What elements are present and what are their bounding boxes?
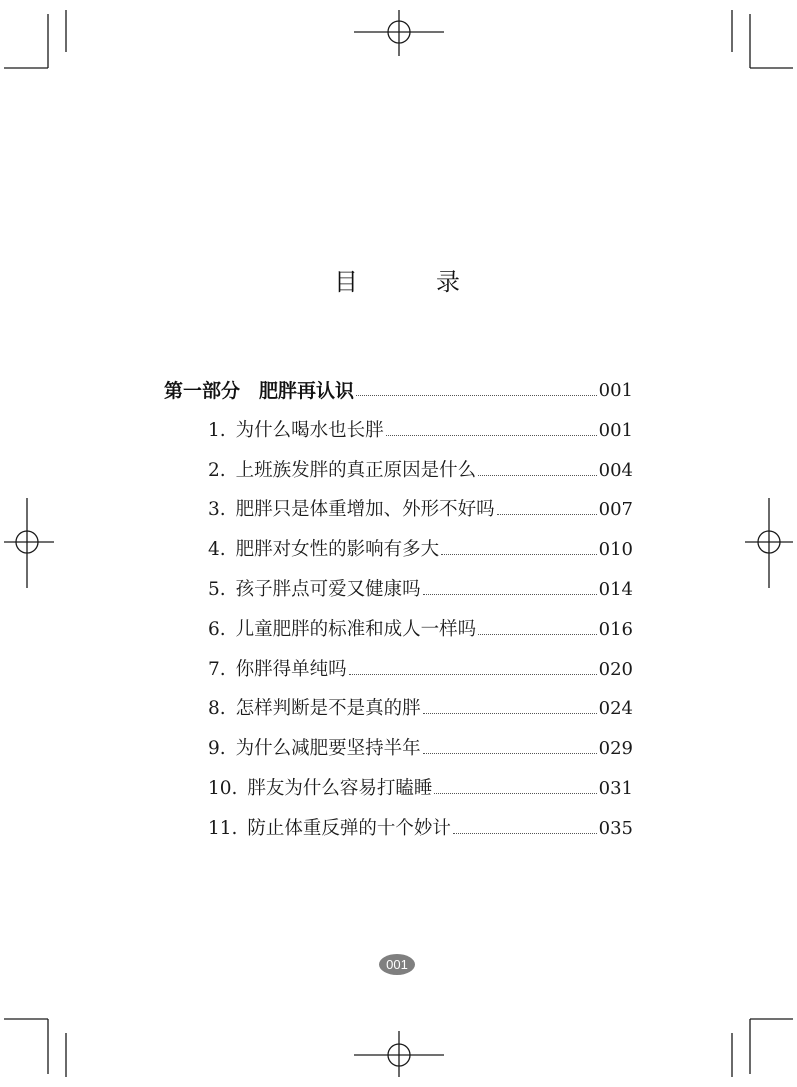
entry-number: 3. bbox=[208, 499, 226, 521]
crop-mark-bottom-right bbox=[732, 1019, 793, 1077]
entry-text: 孩子胖点可爱又健康吗 bbox=[235, 579, 421, 600]
page-ref: 001 bbox=[598, 419, 633, 441]
toc-part-heading[interactable] bbox=[0, 373, 797, 409]
entry-text: 你胖得单纯吗 bbox=[235, 658, 347, 680]
entry-text: 肥胖只是体重增加、外形不好吗 bbox=[235, 499, 495, 521]
dot-leader bbox=[356, 395, 597, 396]
entry-number: 9. bbox=[208, 738, 226, 760]
toc-entry[interactable] bbox=[0, 492, 797, 528]
entry-text: 防止体重反弹的十个妙计 bbox=[247, 817, 451, 839]
dot-leader bbox=[423, 713, 597, 714]
dot-leader bbox=[386, 435, 597, 436]
dot-leader bbox=[478, 634, 597, 635]
page-ref: 004 bbox=[598, 459, 633, 481]
registration-mark-top bbox=[354, 10, 444, 56]
entry-text: 为什么喝水也长胖 bbox=[235, 419, 384, 441]
dot-leader bbox=[441, 554, 597, 555]
toc-entry[interactable] bbox=[0, 612, 797, 648]
entry-text: 肥胖对女性的影响有多大 bbox=[235, 539, 440, 561]
dot-leader bbox=[478, 475, 597, 476]
toc-entry[interactable] bbox=[0, 572, 797, 608]
entry-number: 2. bbox=[208, 459, 226, 481]
entry-title bbox=[208, 532, 439, 568]
page-ref: 031 bbox=[598, 778, 633, 799]
entry-number: 8. bbox=[208, 698, 226, 720]
dot-leader bbox=[349, 674, 597, 675]
toc-entry[interactable] bbox=[0, 811, 797, 847]
page-ref: 007 bbox=[598, 499, 633, 521]
dot-leader bbox=[423, 594, 597, 595]
entry-title bbox=[208, 492, 495, 528]
entry-title bbox=[208, 572, 421, 608]
entry-text: 怎样判断是不是真的胖 bbox=[235, 698, 421, 720]
entry-title bbox=[208, 413, 384, 449]
dot-leader bbox=[423, 753, 597, 754]
page-ref: 016 bbox=[598, 618, 633, 640]
entry-text: 为什么减肥要坚持半年 bbox=[235, 738, 421, 760]
crop-mark-top-right bbox=[732, 10, 793, 68]
entry-title bbox=[208, 691, 421, 727]
registration-mark-bottom bbox=[354, 1031, 444, 1077]
entry-title bbox=[208, 612, 476, 648]
entry-text: 儿童肥胖的标准和成人一样吗 bbox=[235, 618, 477, 640]
entry-number: 6. bbox=[208, 618, 226, 640]
entry-text: 上班族发胖的真正原因是什么 bbox=[235, 459, 477, 481]
page-ref: 014 bbox=[598, 579, 633, 600]
toc-entry[interactable] bbox=[0, 652, 797, 688]
part-title: 第一部分 肥胖再认识 bbox=[164, 380, 355, 402]
toc-entry[interactable] bbox=[0, 532, 797, 568]
page-ref: 001 bbox=[598, 380, 633, 401]
toc-entry[interactable] bbox=[0, 413, 797, 449]
page-ref: 035 bbox=[598, 817, 633, 839]
toc-entry[interactable] bbox=[0, 691, 797, 727]
crop-mark-top-left bbox=[4, 10, 66, 68]
page-number-badge: 001 bbox=[379, 954, 415, 975]
entry-number: 7. bbox=[208, 658, 226, 680]
toc-title-char-1: 目 bbox=[334, 268, 358, 296]
dot-leader bbox=[453, 833, 597, 834]
page-ref: 010 bbox=[598, 539, 633, 561]
entry-title bbox=[208, 453, 476, 489]
page-ref: 024 bbox=[598, 698, 633, 720]
entry-number: 1. bbox=[208, 419, 226, 441]
page-ref: 020 bbox=[598, 658, 633, 680]
dot-leader bbox=[434, 793, 597, 794]
entry-number: 4. bbox=[208, 539, 226, 561]
entry-title bbox=[208, 652, 347, 688]
dot-leader bbox=[497, 514, 597, 515]
toc-title bbox=[0, 264, 797, 300]
entry-number: 10. bbox=[208, 778, 238, 799]
entry-text: 胖友为什么容易打瞌睡 bbox=[247, 778, 433, 799]
toc-entry[interactable] bbox=[0, 771, 797, 807]
toc-entry[interactable] bbox=[0, 453, 797, 489]
entry-number: 11. bbox=[208, 817, 238, 839]
entry-title bbox=[208, 811, 451, 847]
crop-mark-bottom-left bbox=[4, 1019, 66, 1077]
toc-title-char-2: 录 bbox=[436, 268, 460, 296]
entry-title bbox=[208, 771, 432, 807]
page-ref: 029 bbox=[598, 738, 633, 760]
entry-title bbox=[208, 731, 421, 767]
entry-number: 5. bbox=[208, 579, 226, 600]
toc-entry[interactable] bbox=[0, 731, 797, 767]
